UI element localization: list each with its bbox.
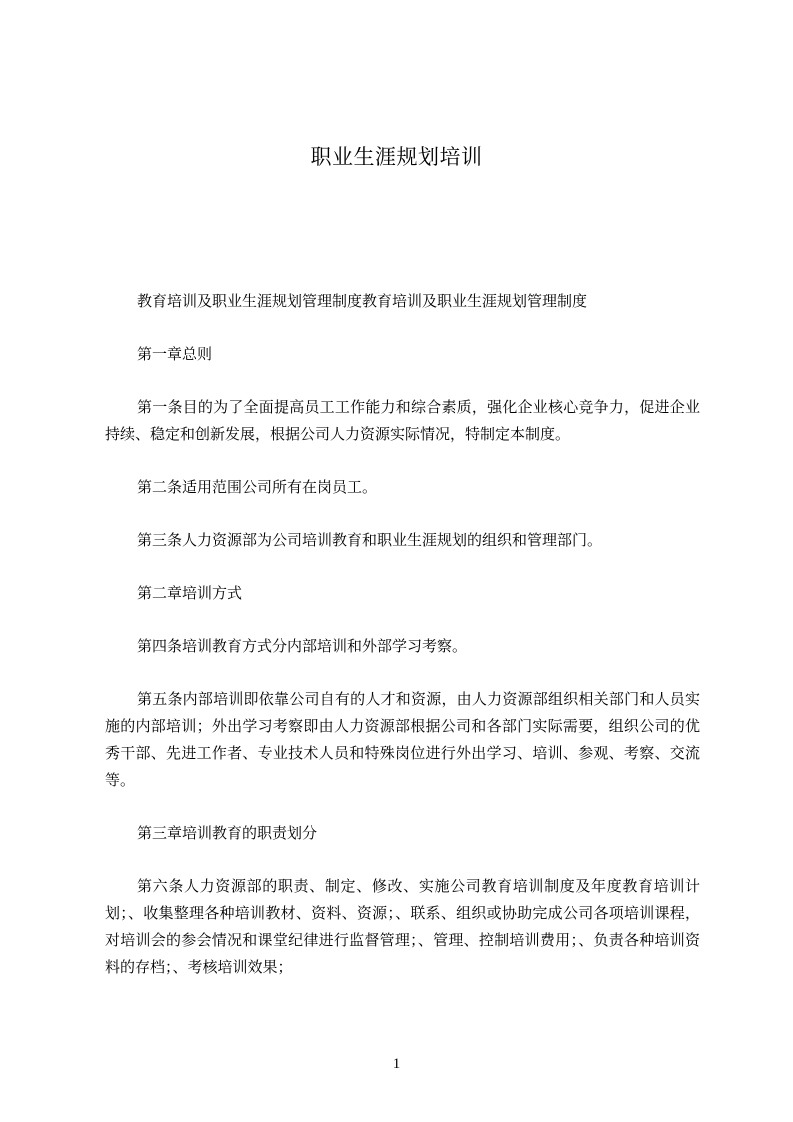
article-3: 第三条人力资源部为公司培训教育和职业生涯规划的组织和管理部门。: [137, 531, 603, 549]
article-4: 第四条培训教育方式分内部培训和外部学习考察。: [137, 637, 468, 655]
article-6: 第六条人力资源部的职责、制定、修改、实施公司教育培训制度及年度教育培训计划；、收集整理各种培训教材、资料、资源；、联系、组织或协助完成公司各项培训课程，对培训会的参会情况和课堂纪律进行监督管理；、管理、控制培训费用；、负责各种培训资料的存档；、考核培训效果；: [105, 877, 700, 976]
chapter-heading-2: 第二章培训方式: [137, 584, 243, 602]
article-1: 第一条目的为了全面提高员工工作能力和综合素质，强化企业核心竞争力，促进企业持续、稳定和创新发展，根据公司人力资源实际情况，特制定本制度。: [105, 398, 700, 443]
article-2: 第二条适用范围公司所有在岗员工。: [137, 478, 378, 496]
chapter-heading-3: 第三章培训教育的职责划分: [137, 824, 318, 842]
document-title: 职业生涯规划培训: [310, 145, 483, 169]
chapter-heading-1: 第一章总则: [137, 345, 213, 363]
page-number: 1: [392, 1056, 401, 1072]
article-5: 第五条内部培训即依靠公司自有的人才和资源，由人力资源部组织相关部门和人员实施的内部培训；外出学习考察即由人力资源部根据公司和各部门实际需要，组织公司的优秀干部、先进工作者、专业技术人员和特殊岗位进行外出学习、培训、参观、考察、交流等。: [105, 690, 700, 789]
document-body: [105, 288, 700, 981]
paragraph-heading-intro: 教育培训及职业生涯规划管理制度教育培训及职业生涯规划管理制度: [137, 292, 588, 310]
